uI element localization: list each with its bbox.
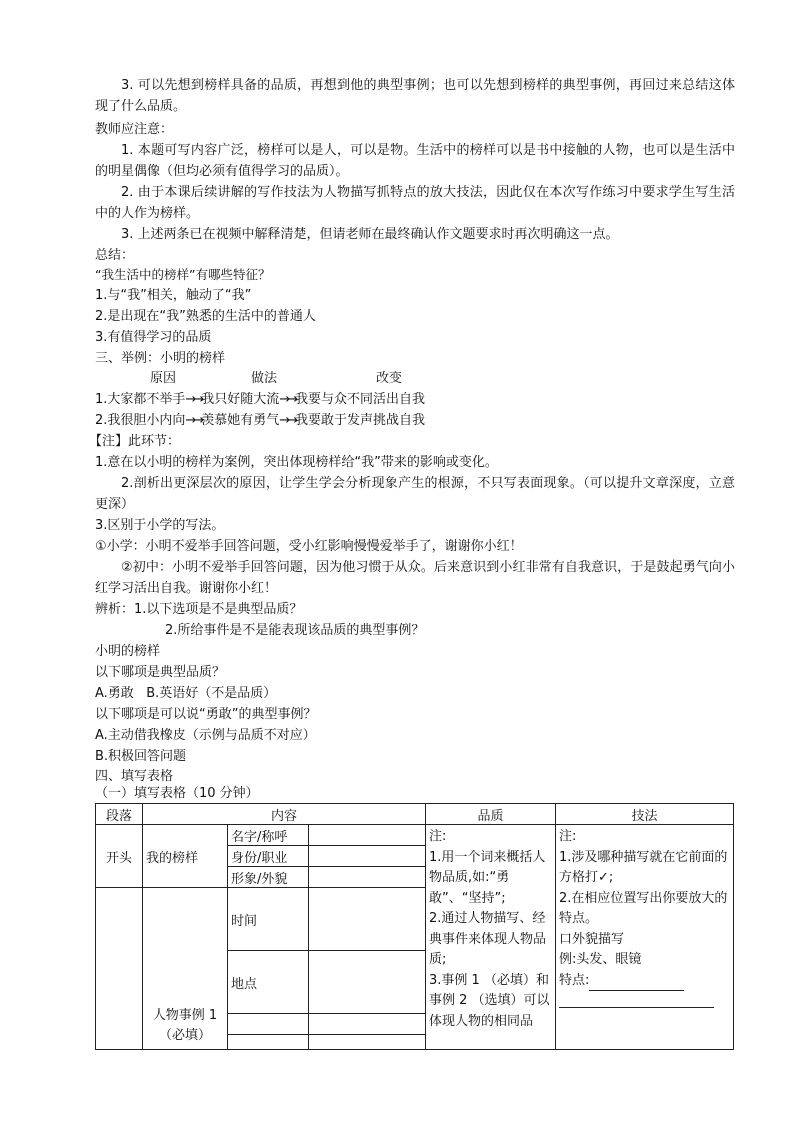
note-item-3b: ②初中：小明不爱举手回答问题，因为他习惯于从众。后来意识到小红非常有自我意识，于是鼓起勇气向小红学习活出自我。谢谢你小红！ bbox=[95, 560, 735, 596]
question-2-option-b: B.积极回答问题 bbox=[95, 749, 187, 764]
discern-line-1: 辨析：1.以下选项是不是典型品质？ bbox=[95, 602, 303, 617]
field-appearance-label: 形象/外貌 bbox=[228, 867, 309, 888]
blank-input-cell[interactable] bbox=[309, 1014, 426, 1035]
fill-in-table bbox=[95, 803, 734, 1050]
quality-note-title: 注: bbox=[429, 829, 447, 844]
quality-note-item-3: 3.事例 1 （必填）和事例 2 （选填）可以体现人物的相同品 bbox=[429, 972, 550, 1029]
column-change: 改变 bbox=[376, 371, 403, 386]
section-3-heading: 三、举例：小明的榜样 bbox=[95, 351, 226, 366]
field-identity-label: 身份/职业 bbox=[228, 846, 309, 867]
summary-heading: 总结： bbox=[95, 248, 135, 263]
column-action: 做法 bbox=[251, 371, 278, 386]
arrow-icon: →→ bbox=[185, 392, 202, 407]
technique-note-title: 注: bbox=[559, 829, 577, 844]
question-2-option-a: A.主动借我橡皮（示例与品质不对应） bbox=[95, 728, 316, 743]
arrow-icon: →→ bbox=[279, 392, 296, 407]
feature-input[interactable] bbox=[589, 976, 684, 991]
summary-item-1: 1.与“我”相关，触动了“我” bbox=[95, 288, 252, 303]
header-technique: 技法 bbox=[556, 804, 734, 825]
row-body-label bbox=[96, 888, 143, 1050]
field-identity-input[interactable] bbox=[309, 846, 426, 867]
row-opening-label: 开头 bbox=[96, 825, 143, 888]
example-row-2 bbox=[95, 410, 425, 431]
event-1-label: 人物事例 1（必填） bbox=[143, 888, 228, 1050]
blank-input-cell-2[interactable] bbox=[309, 1035, 426, 1050]
feature-label: 特点: bbox=[559, 972, 590, 988]
header-paragraph: 段落 bbox=[96, 804, 143, 825]
question-2: 以下哪项是可以说“勇敢”的典型事例？ bbox=[95, 707, 317, 722]
question-1: 以下哪项是典型品质？ bbox=[95, 665, 226, 680]
appearance-checkbox[interactable]: 口外貌描写 bbox=[559, 931, 625, 947]
example-row-1 bbox=[95, 389, 425, 410]
teacher-note-3: 3. 上述两条已在视频中解释清楚，但请老师在最终确认作文题要求时再次明确这一点。 bbox=[121, 227, 619, 242]
example-2-reason: 2.我很胆小内向 bbox=[95, 413, 186, 428]
note-item-2: 2.剖析出更深层次的原因，让学生学会分析现象产生的根源，不只写表面现象。（可以提升文章深度，立意更深） bbox=[95, 476, 735, 512]
feature-input-2[interactable] bbox=[559, 993, 714, 1008]
teacher-note-heading: 教师应注意： bbox=[95, 122, 174, 137]
time-label: 时间 bbox=[228, 888, 309, 951]
quality-note-cell bbox=[426, 825, 556, 1050]
feature-line bbox=[559, 971, 730, 992]
section-4-heading: 四、填写表格 bbox=[95, 769, 174, 784]
field-name-label: 名字/称呼 bbox=[228, 825, 309, 846]
technique-note-item-1: 1.涉及哪种描写就在它前面的方格打✓; bbox=[559, 849, 728, 885]
technique-example: 例:头发、眼镜 bbox=[559, 952, 642, 967]
subsection-1-heading: （一）填写表格（10 分钟） bbox=[95, 786, 259, 801]
field-appearance-input[interactable] bbox=[309, 867, 426, 888]
example-1-action: 我只好随大流 bbox=[201, 392, 280, 407]
quality-note-item-1: 1.用一个词来概括人物品质,如:“勇敢”、“坚持”; bbox=[429, 849, 546, 906]
time-input[interactable] bbox=[309, 888, 426, 951]
field-name-input[interactable] bbox=[309, 825, 426, 846]
technique-note-item-2: 2.在相应位置写出你要放大的特点。 bbox=[559, 890, 728, 926]
xiaoming-model: 小明的榜样 bbox=[95, 644, 161, 659]
example-1-reason: 1.大家都不举手 bbox=[95, 392, 186, 407]
summary-question: “我生活中的榜样”有哪些特征？ bbox=[95, 267, 271, 282]
note-item-3: 3.区别于小学的写法。 bbox=[95, 518, 225, 533]
blank-label-cell bbox=[228, 1014, 309, 1035]
technique-note-cell bbox=[556, 825, 734, 1050]
note-item-3a: ①小学：小明不爱举手回答问题，受小红影响慢慢爱举手了，谢谢你小红！ bbox=[95, 539, 523, 554]
my-model-label: 我的榜样 bbox=[143, 825, 228, 888]
example-2-action: 羡慕她有勇气 bbox=[201, 413, 280, 428]
discern-line-2: 2.所给事件是不是能表现该品质的典型事例？ bbox=[165, 623, 425, 638]
arrow-icon: →→ bbox=[279, 413, 296, 428]
arrow-icon: →→ bbox=[185, 413, 202, 428]
quality-note-item-2: 2.通过人物描写、经典事件来体现人物品质; bbox=[429, 911, 547, 967]
summary-item-3: 3.有值得学习的品质 bbox=[95, 330, 212, 345]
question-1-options: A.勇敢 B.英语好（不是品质） bbox=[95, 686, 277, 701]
place-label: 地点 bbox=[228, 951, 309, 1014]
example-2-change: 我要敢于发声挑战自我 bbox=[295, 413, 426, 428]
paragraph-3: 3. 可以先想到榜样具备的品质，再想到他的典型事例；也可以先想到榜样的典型事例，再回过来总结这体现了什么品质。 bbox=[95, 78, 735, 114]
example-1-change: 我要与众不同活出自我 bbox=[295, 392, 426, 407]
teacher-note-1: 1. 本题可写内容广泛，榜样可以是人，可以是物。生活中的榜样可以是书中接触的人物，也可以是生活中的明星偶像（但均必须有值得学习的品质）。 bbox=[95, 143, 735, 179]
teacher-note-2: 2. 由于本课后续讲解的写作技法为人物描写抓特点的放大技法，因此仅在本次写作练习中要求学生写生活中的人作为榜样。 bbox=[95, 185, 735, 221]
header-content: 内容 bbox=[143, 804, 426, 825]
summary-item-2: 2.是出现在“我”熟悉的生活中的普通人 bbox=[95, 309, 316, 324]
place-input[interactable] bbox=[309, 951, 426, 1014]
note-item-1: 1.意在以小明的榜样为案例，突出体现榜样给“我”带来的影响或变化。 bbox=[95, 455, 498, 470]
blank-label-cell-2 bbox=[228, 1035, 309, 1050]
column-reason: 原因 bbox=[150, 371, 177, 386]
header-quality: 品质 bbox=[426, 804, 556, 825]
note-heading: 【注】此环节： bbox=[89, 434, 181, 449]
